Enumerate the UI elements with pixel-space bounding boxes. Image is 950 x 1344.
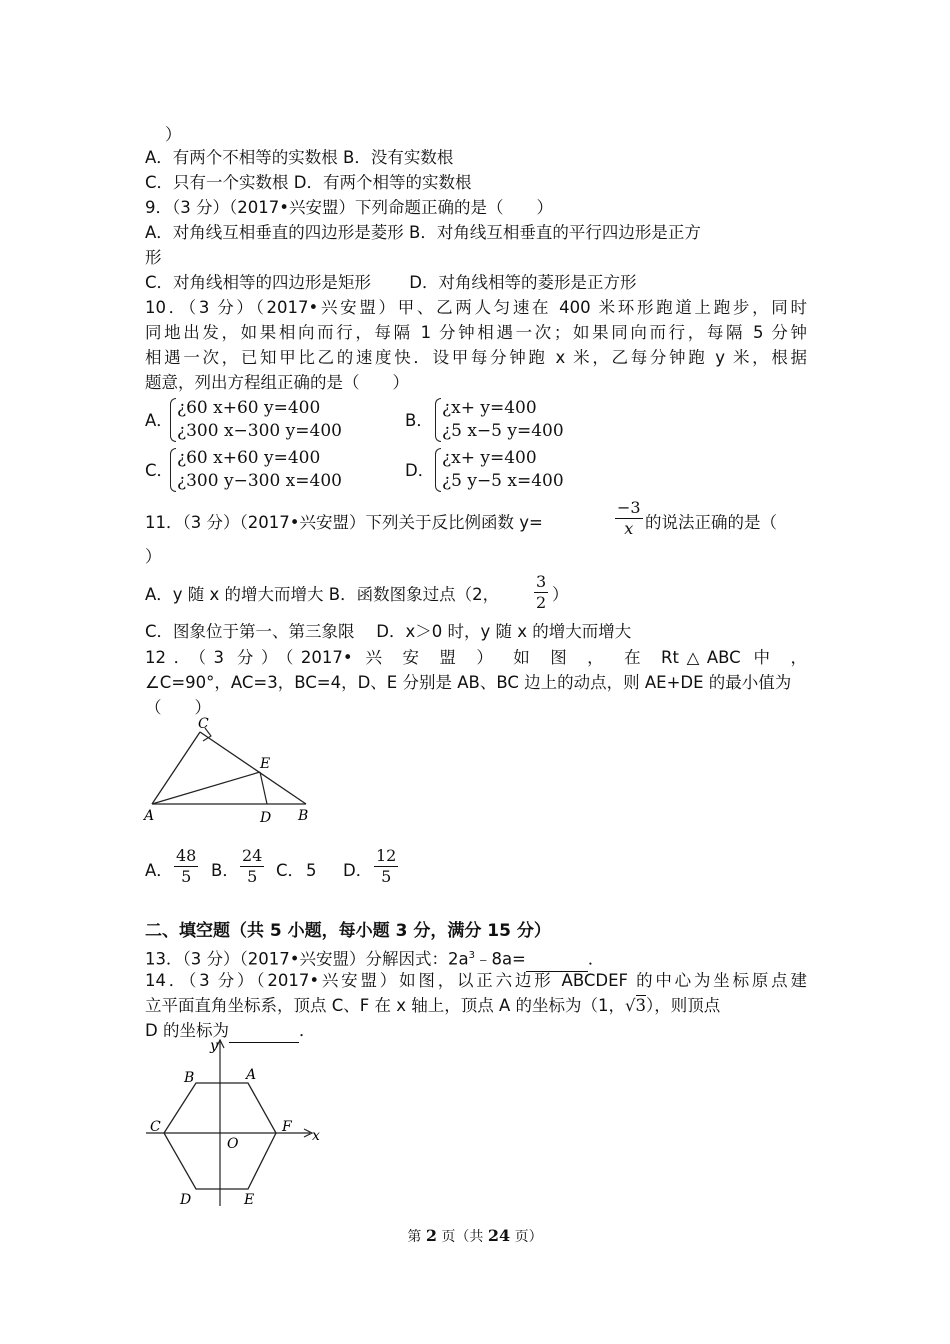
q10-option-d-row1: ¿x+ y=400 xyxy=(442,448,537,468)
q13-text: 13．（3 分）（2017•兴安盟）分解因式：2a xyxy=(145,949,469,969)
q9-option-cd: C．对角线相等的四边形是矩形 D．对角线相等的菱形是正方形 xyxy=(145,273,637,292)
q12-label-c: C xyxy=(198,716,209,732)
footer-page-number: 2 xyxy=(425,1226,437,1245)
footer-total-pages: 24 xyxy=(487,1226,511,1245)
q14-label-f: F xyxy=(282,1119,292,1135)
q13-stem xyxy=(145,945,604,972)
page-footer xyxy=(0,1226,950,1246)
q10-option-d-label: D． xyxy=(405,461,435,480)
q10-option-b-label: B． xyxy=(405,411,433,430)
q14-hexagon-figure xyxy=(140,1036,340,1210)
q8-option-cd: C．只有一个实数根 D．有两个相等的实数根 xyxy=(145,173,472,192)
q12-option-a-den: 5 xyxy=(181,867,192,886)
footer-post: 页） xyxy=(510,1229,543,1245)
q12-option-b-fraction xyxy=(240,846,264,887)
q10-option-b-row2: ¿5 x−5 y=400 xyxy=(442,421,564,441)
q11-option-b-num: 3 xyxy=(536,572,547,591)
q11-fraction-num: −3 xyxy=(617,498,641,517)
q14-label-e: E xyxy=(244,1192,255,1208)
q14-stem-1: 14．（3 分）（2017•兴安盟）如图，以正六边形 ABCDEF 的中心为坐标原点建 xyxy=(145,971,807,990)
q12-label-a: A xyxy=(144,808,155,824)
q14-stem-3a: D 的坐标为 xyxy=(145,1021,229,1040)
footer-pre: 第 xyxy=(407,1229,426,1245)
q14-label-a: A xyxy=(246,1067,257,1083)
q12-option-d-num: 12 xyxy=(376,846,397,865)
q11-stem-1: 11．（3 分）（2017•兴安盟）下列关于反比例函数 y= xyxy=(145,513,543,532)
q11-option-b-fraction xyxy=(534,572,548,613)
q10-stem-2: 同地出发，如果相向而行，每隔 1 分钟相遇一次；如果同向而行，每隔 5 分钟 xyxy=(145,323,807,342)
q10-option-b-row1: ¿x+ y=400 xyxy=(442,398,537,418)
q11-fraction xyxy=(615,498,643,539)
q12-stem-1: 12．（3 分）（2017• 兴 安 盟 ） 如 图 ， 在 Rt△ABC 中 ， xyxy=(145,648,807,667)
q9-option-ab: A．对角线互相垂直的四边形是菱形 B．对角线互相垂直的平行四边形是正方 xyxy=(145,223,701,242)
q10-stem-4: 题意，列出方程组正确的是（ ） xyxy=(145,373,409,392)
q12-option-a-fraction xyxy=(174,846,198,887)
q11-option-b-close: ） xyxy=(552,585,569,604)
q12-option-b-num: 24 xyxy=(242,846,263,865)
q10-option-c-label: C． xyxy=(145,461,174,480)
q14-label-b: B xyxy=(184,1070,195,1086)
q14-axis-y: y xyxy=(210,1038,218,1054)
q13-exponent: 3 xyxy=(468,950,475,961)
q12-option-a-label: A． xyxy=(145,861,173,880)
q9-stem: 9．（3 分）（2017•兴安盟）下列命题正确的是（ ） xyxy=(145,198,553,217)
q14-axis-x: x xyxy=(312,1128,320,1144)
q14-period: ． xyxy=(298,1021,316,1040)
q14-sqrt-radicand: 3 xyxy=(635,996,647,1015)
q9-option-ab-cont: 形 xyxy=(145,248,162,267)
q10-option-a-label: A． xyxy=(145,411,173,430)
q10-option-a-brace xyxy=(170,398,176,442)
q14-stem-2b: ），则顶点 xyxy=(646,996,721,1015)
q14-stem-2 xyxy=(145,995,720,1017)
q12-stem-2: ∠C=90°，AC=3，BC=4，D、E 分别是 AB、BC 边上的动点，则 AE+DE 的最小值为 xyxy=(145,673,792,692)
q12-option-d-label: D． xyxy=(343,861,373,880)
q10-option-c-brace xyxy=(170,448,176,492)
q10-option-c-row2: ¿300 y−300 x=400 xyxy=(177,471,342,491)
q10-option-c-row1: ¿60 x+60 y=400 xyxy=(177,448,321,468)
q12-label-d: D xyxy=(260,810,272,826)
q13-answer-blank[interactable] xyxy=(526,949,588,972)
q12-label-e: E xyxy=(260,756,271,772)
q12-stem-3: （ ） xyxy=(145,698,211,717)
q14-label-o: O xyxy=(227,1136,239,1152)
q10-option-d-brace xyxy=(435,448,441,492)
q11-stem-2: ） xyxy=(145,547,162,566)
q11-option-ab: A．y 随 x 的增大而增大 B．函数图象过点（2， xyxy=(145,585,500,604)
q8-option-ab: A．有两个不相等的实数根 B．没有实数根 xyxy=(145,148,454,167)
q12-option-c-value: 5 xyxy=(306,861,317,880)
q12-option-c-label: C． xyxy=(276,861,305,880)
q10-option-d-row2: ¿5 y−5 x=400 xyxy=(442,471,564,491)
q10-option-a-row2: ¿300 x−300 y=400 xyxy=(177,421,342,441)
q12-option-b-den: 5 xyxy=(247,867,258,886)
q13-text-b: ﹣8a= xyxy=(474,949,526,969)
q12-option-d-den: 5 xyxy=(381,867,392,886)
q14-sqrt: √3 xyxy=(625,996,647,1015)
q10-stem-3: 相遇一次，已知甲比乙的速度快．设甲每分钟跑 x 米，乙每分钟跑 y 米，根据 xyxy=(145,348,807,367)
q10-stem-1: 10．（3 分）（2017•兴安盟）甲、乙两人匀速在 400 米环形跑道上跑步，同时 xyxy=(145,298,807,317)
q12-option-b-label: B． xyxy=(211,861,239,880)
q14-stem-2a: 立平面直角坐标系，顶点 C、F 在 x 轴上，顶点 A 的坐标为（1， xyxy=(145,996,626,1015)
q11-fraction-den: x xyxy=(624,519,634,538)
q11-stem-1b: 的说法正确的是（ xyxy=(645,513,777,532)
footer-mid: 页（共 xyxy=(436,1229,488,1245)
q11-option-b-den: 2 xyxy=(536,593,547,612)
q12-label-b: B xyxy=(298,808,309,824)
section-2-heading: 二、填空题（共 5 小题，每小题 3 分，满分 15 分） xyxy=(145,921,551,941)
q12-option-d-fraction xyxy=(374,846,398,887)
q10-option-b-brace xyxy=(435,398,441,442)
q10-option-a-row1: ¿60 x+60 y=400 xyxy=(177,398,321,418)
q12-option-a-num: 48 xyxy=(176,846,197,865)
q14-label-c: C xyxy=(150,1119,161,1135)
q13-period: ． xyxy=(587,949,605,969)
q14-label-d: D xyxy=(180,1192,192,1208)
q8-paren-close: ） xyxy=(165,125,182,144)
q12-triangle-figure xyxy=(140,714,320,826)
q11-option-cd: C．图象位于第一、第三象限 D．x＞0 时，y 随 x 的增大而增大 xyxy=(145,622,632,641)
